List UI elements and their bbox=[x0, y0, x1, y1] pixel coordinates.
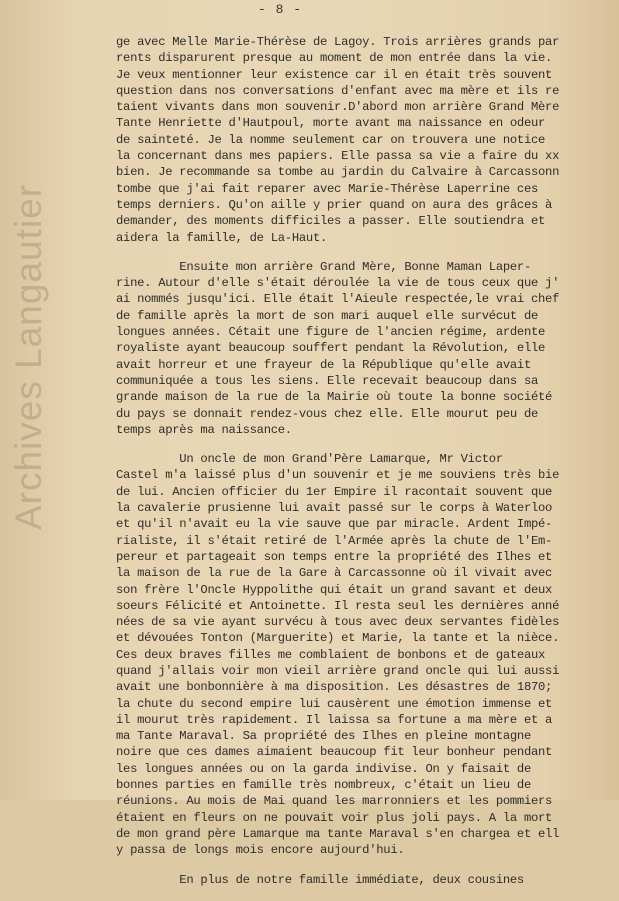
text-line: et dévouées Tonton (Marguerite) et Marie, la tante et la nièce. bbox=[116, 631, 560, 646]
text-line: question dans nos conversations d'enfant avec ma mère et ils re bbox=[116, 83, 560, 98]
text-line: son frère l'Oncle Hyppolithe qui était un grand savant et deux bbox=[116, 582, 553, 597]
text-line: de sainteté. Je la nomme seulement car on trouvera une notice bbox=[116, 132, 546, 147]
text-line: Tante Henriette d'Hautpoul, morte avant ma naissance en odeur bbox=[116, 116, 546, 131]
archive-watermark: Archives Langautier bbox=[8, 183, 49, 530]
text-line: réunions. Au mois de Mai quand les marronniers et les pommiers bbox=[116, 794, 553, 809]
text-line: de mon grand père Lamarque ma tante Maraval s'en chargea et ell bbox=[116, 826, 560, 841]
text-line: taient vivants dans mon souvenir.D'abord mon arrière Grand Mère bbox=[116, 100, 560, 115]
text-line: Un oncle de mon Grand'Père Lamarque, Mr Victor bbox=[116, 452, 503, 467]
text-line: et qu'il n'avait eu la vie sauve que par miracle. Ardent Impé- bbox=[116, 517, 553, 532]
text-line: Ces deux braves filles me comblaient de bonbons et de gateaux bbox=[116, 647, 546, 662]
text-line: rine. Autour d'elle s'était déroulée la vie de tous ceux que j' bbox=[116, 276, 560, 291]
text-line: la cavalerie prusienne lui avait passé sur le corps à Waterloo bbox=[116, 501, 553, 516]
text-line: communiquée a tous les siens. Elle recevait beaucoup dans sa bbox=[116, 373, 539, 388]
text-line: ai nommés jusqu'ici. Elle était l'Aieule respectée,le vrai chef bbox=[116, 292, 560, 307]
text-line: noire que ces dames aimaient beaucoup fit leur bonheur pendant bbox=[116, 745, 553, 760]
text-line: Je veux mentionner leur existence car il en était très souvent bbox=[116, 67, 553, 82]
text-line: y passa de longs mois encore aujourd'hui. bbox=[116, 843, 405, 858]
text-line: bonnes parties en famille très nombreux, c'était un lieu de bbox=[116, 778, 531, 793]
text-line: quand j'allais voir mon vieil arrière grand oncle qui lui aussi bbox=[116, 663, 560, 678]
text-line: avait horreur et une frayeur de la République qu'elle avait bbox=[116, 357, 531, 372]
text-line: la concernant dans mes papiers. Elle passa sa vie a faire du xx bbox=[116, 149, 560, 164]
text-line: Castel m'a laissé plus d'un souvenir et je me souviens très bie bbox=[116, 468, 560, 483]
paragraph bbox=[116, 451, 616, 858]
text-line: ma Tante Maraval. Sa propriété des Ilhes en pleine montagne bbox=[116, 729, 531, 744]
text-line: En plus de notre famille immédiate, deux cousines bbox=[116, 872, 524, 887]
text-line: bien. Je recommande sa tombe au jardin du Calvaire à Carcassonn bbox=[116, 165, 560, 180]
text-line: temps derniers. Qu'on aille y prier quand on aura des grâces à bbox=[116, 197, 553, 212]
text-line: les longues années ou on la garda indivise. On y faisait de bbox=[116, 761, 531, 776]
text-line: avait une bonbonnière à ma disposition. Les désastres de 1870; bbox=[116, 680, 553, 695]
paragraph bbox=[116, 259, 616, 438]
text-line: rialiste, il s'était retiré de l'Armée après la chute de l'Em- bbox=[116, 533, 553, 548]
text-line: de famille après la mort de son mari auquel elle survécut de bbox=[116, 308, 539, 323]
typewritten-text bbox=[116, 34, 616, 901]
paragraph bbox=[116, 872, 616, 888]
text-line: pereur et partageait son temps entre la propriété des Ilhes et bbox=[116, 549, 553, 564]
text-line: il mourut très rapidement. Il laissa sa fortune a ma mère et a bbox=[116, 712, 553, 727]
text-line: du pays se donnait rendez-vous chez elle. Elle mourut peu de bbox=[116, 406, 539, 421]
text-line: étaient en fleurs on ne pouvait voir plus joli pays. A la mort bbox=[116, 810, 553, 825]
text-line: ge avec Melle Marie-Thérèse de Lagoy. Trois arrières grands par bbox=[116, 35, 560, 49]
text-line: demander, des moments difficiles a passer. Elle soutiendra et bbox=[116, 214, 546, 229]
text-line: de lui. Ancien officier du 1er Empire il racontait souvent que bbox=[116, 484, 553, 499]
page-number: - 8 - bbox=[258, 2, 303, 17]
text-line: royaliste ayant beaucoup souffert pendant la Révolution, elle bbox=[116, 341, 546, 356]
text-line: la maison de la rue de la Gare à Carcassonne où il vivait avec bbox=[116, 566, 553, 581]
text-line: grande maison de la rue de la Mairie où toute la bonne société bbox=[116, 390, 553, 405]
text-line: nées de sa vie ayant survécu à tous avec deux servantes fidèles bbox=[116, 615, 560, 630]
text-line: soeurs Félicité et Antoinette. Il resta seul les dernières anné bbox=[116, 598, 560, 613]
text-line: temps après ma naissance. bbox=[116, 422, 292, 437]
text-line: rents disparurent presque au moment de mon entrée dans la vie. bbox=[116, 51, 553, 66]
text-line: la chute du second empire lui causèrent une émotion immense et bbox=[116, 696, 553, 711]
text-line: aidera la famille, de La-Haut. bbox=[116, 230, 328, 245]
text-line: longues années. Cétait une figure de l'ancien régime, ardente bbox=[116, 325, 546, 340]
text-line: tombe que j'ai fait reparer avec Marie-Thérèse Laperrine ces bbox=[116, 181, 539, 196]
paragraph bbox=[116, 34, 616, 246]
text-line: Ensuite mon arrière Grand Mère, Bonne Maman Laper- bbox=[116, 259, 531, 274]
